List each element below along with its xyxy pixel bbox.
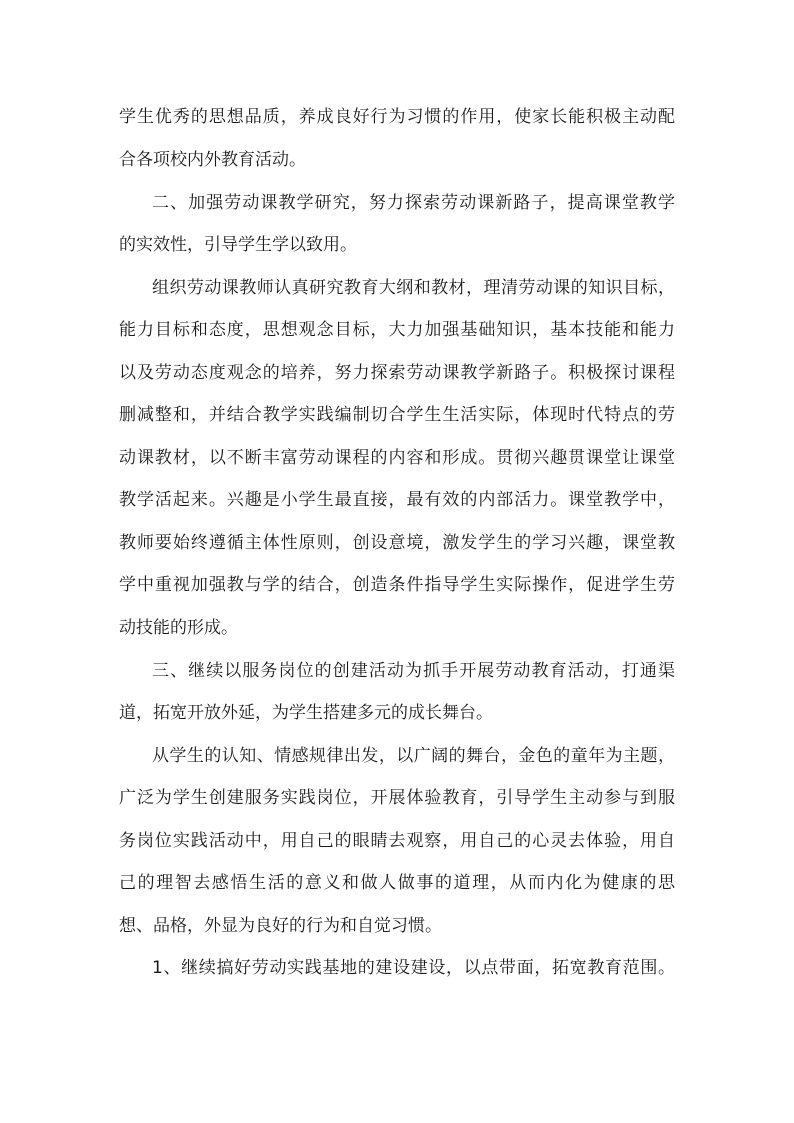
section-heading-line: 道，拓宽开放外延，为学生搭建多元的成长舞台。 — [119, 703, 493, 723]
paragraph-line: 合各项校内外教育活动。 — [119, 150, 306, 170]
paragraph-line: 能力目标和态度，思想观念目标，大力加强基础知识，基本技能和能力 — [119, 320, 675, 340]
paragraph-line: 学中重视加强教与学的结合，创造条件指导学生实际操作，促进学生劳 — [119, 575, 675, 595]
paragraph-line: 广泛为学生创建服务实践岗位，开展体验教育，引导学生主动参与到服 — [119, 788, 675, 808]
paragraph-line: 己的理智去感悟生活的意义和做人做事的道理，从而内化为健康的思 — [119, 873, 675, 893]
paragraph-line: 动技能的形成。 — [119, 618, 238, 638]
paragraph-line: 教学活起来。兴趣是小学生最直接，最有效的内部活力。课堂教学中， — [119, 490, 675, 510]
paragraph-line: 删减整和，并结合教学实践编制切合学生生活实际，体现时代特点的劳 — [119, 405, 675, 425]
paragraph-line: 组织劳动课教师认真研究教育大纲和教材，理清劳动课的知识目标， — [152, 278, 675, 298]
section-heading-line: 三、继续以服务岗位的创建活动为抓手开展劳动教育活动，打通渠 — [152, 661, 675, 681]
paragraph-line: 动课教材，以不断丰富劳动课程的内容和形成。贯彻兴趣贯课堂让课堂 — [119, 448, 675, 468]
paragraph-line: 想、品格，外显为良好的行为和自觉习惯。 — [119, 916, 442, 936]
list-item-line: 1、继续搞好劳动实践基地的建设建设，以点带面，拓宽教育范围。 — [152, 958, 675, 978]
paragraph-line: 务岗位实践活动中，用自己的眼睛去观察，用自己的心灵去体验，用自 — [119, 831, 675, 851]
section-heading-line: 二、加强劳动课教学研究，努力探索劳动课新路子，提高课堂教学 — [152, 193, 675, 213]
section-heading-line: 的实效性，引导学生学以致用。 — [119, 235, 357, 255]
paragraph-line: 学生优秀的思想品质，养成良好行为习惯的作用，使家长能积极主动配 — [119, 107, 675, 127]
paragraph-line: 教师要始终遵循主体性原则，创设意境，激发学生的学习兴趣，课堂教 — [119, 533, 675, 553]
paragraph-line: 从学生的认知、情感规律出发，以广阔的舞台，金色的童年为主题， — [152, 746, 675, 766]
paragraph-line: 以及劳动态度观念的培养，努力探索劳动课教学新路子。积极探讨课程 — [119, 363, 675, 383]
